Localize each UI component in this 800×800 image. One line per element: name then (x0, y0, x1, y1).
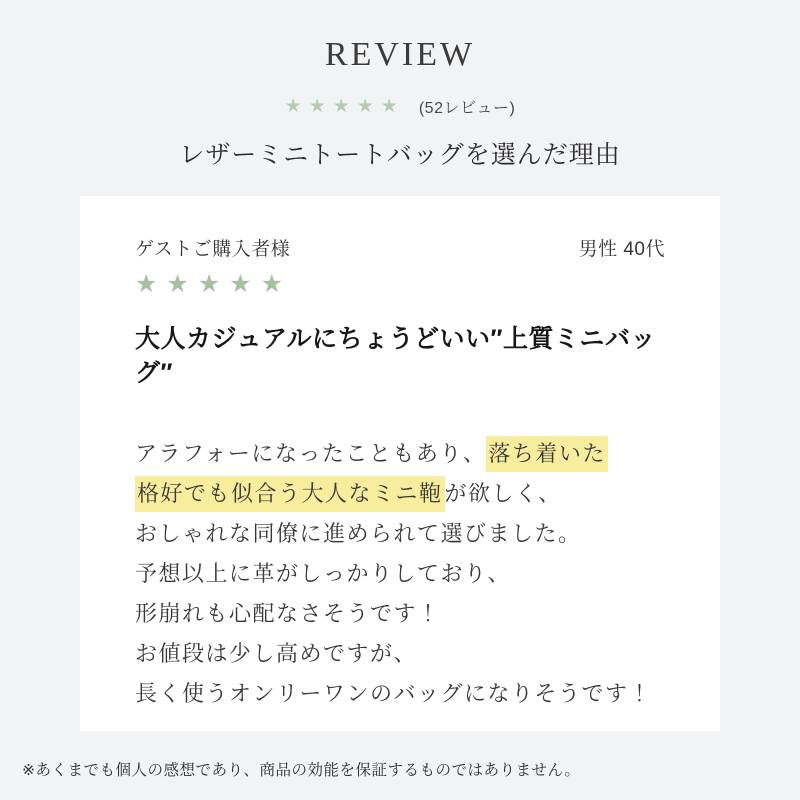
page-title: REVIEW (324, 36, 476, 73)
review-count-label: (52レビュー) (418, 100, 516, 117)
overall-rating-row (0, 95, 800, 118)
review-text: おしゃれな同僚に進められて選びました。 (135, 521, 582, 546)
highlighted-review-text: 格好でも似合う大人なミニ鞄 (135, 476, 445, 512)
review-body-line (135, 554, 665, 594)
review-body-line (135, 434, 665, 474)
review-reason-heading: レザーミニトートバッグを選んだ理由 (179, 141, 621, 169)
review-body (135, 434, 665, 714)
review-text: 予想以上に革がしっかりしており、 (135, 561, 512, 586)
review-text: 長く使うオンリーワンのバッグになりそうです！ (135, 681, 653, 706)
review-body-line (135, 474, 665, 514)
review-text: が欲しく、 (444, 481, 562, 506)
review-card-header (135, 238, 665, 262)
review-text: アラフォーになったこともあり、 (135, 441, 487, 466)
review-body-line (135, 674, 665, 714)
review-header-section (0, 0, 800, 171)
review-star-rating: ★★★★★ (135, 270, 293, 298)
reviewer-name: ゲストご購入者様 (135, 239, 291, 260)
review-body-line (135, 514, 665, 554)
overall-star-rating: ★★★★★ (284, 96, 405, 117)
review-title: 大人カジュアルにちょうどいい″上質ミニバッグ″ (135, 325, 656, 387)
highlighted-review-text: 落ち着いた (486, 436, 608, 472)
review-body-line (135, 634, 665, 674)
review-body-line (135, 594, 665, 634)
reviewer-attribute: 男性 40代 (578, 239, 665, 260)
review-text: 形崩れも心配なさそうです！ (135, 601, 441, 626)
disclaimer-text: ※あくまでも個人の感想であり、商品の効能を保証するものではありません。 (22, 762, 581, 779)
review-text: お値段は少し高めですが、 (135, 641, 418, 666)
review-card (80, 196, 720, 731)
